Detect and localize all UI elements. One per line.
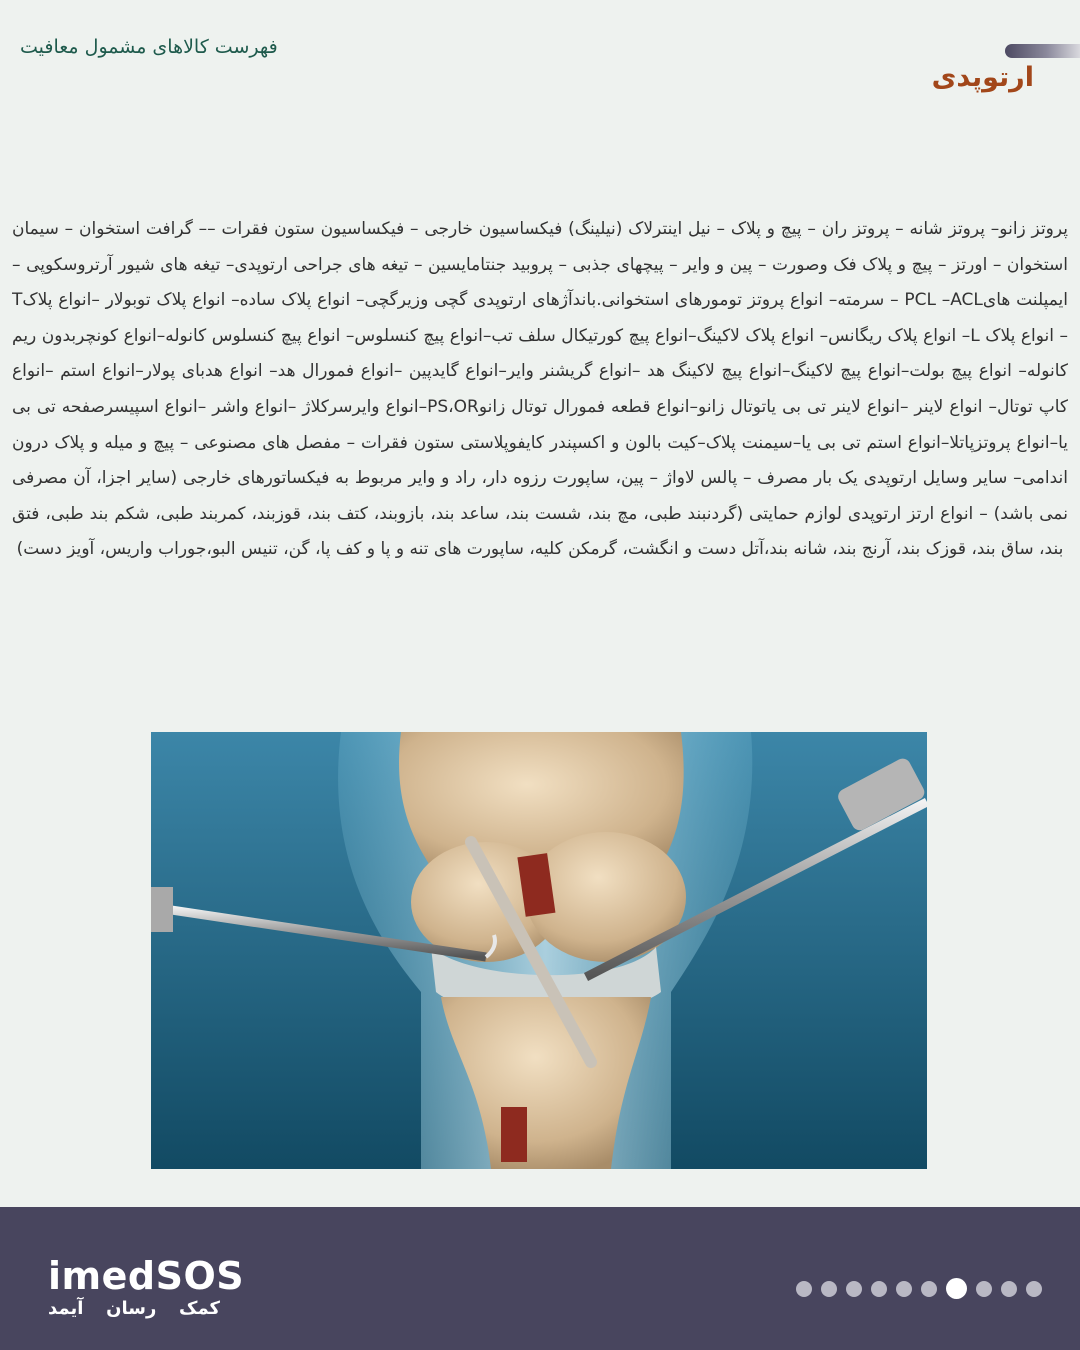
accent-bar	[1005, 44, 1080, 58]
pager-dot[interactable]	[821, 1281, 837, 1297]
pager-dot[interactable]	[921, 1281, 937, 1297]
product-list-text: پروتز زانو– پروتز شانه – پروتز ران – پیچ و پلاک – نیل اینترلاک (نیلینگ) فیکساسیون خارجی – فیکساسیون ستون فقرات –– گرافت استخوان – سیمان استخوان – اورتز – پیچ و پلاک فک وصورت – پین و وایر – پیچهای جذبی – پروبید جنتامایسین – تیغه های جراحی ارتوپدی– تیغه های شیور آرتروسکوپی – ایمپلنت هایPCL –ACL – سرمته– انواع پروتز تومورهای استخوانی.باندآژهای ارتوپدی گچی وزیرگچی– انواع پلاک ساده– انواع پلاک توبولار –انواع پلاکT – انواع پلاک L– انواع پلاک ریگانس– انواع پلاک لاکینگ–انواع پیچ کورتیکال سلف تب–انواع پیچ کنسلوس– انواع پیچ کنسلوس کانوله–انواع کونچربدون ریم کانوله– انواع پیچ بولت–انواع پیچ لاکینگ–انواع پیچ لاکینگ هد –انواع گریشنر وایر–انواع گایدپین –انواع فمورال هد– انواع هدبای پولار–انواع استم –انواع کاپ توتال– انواع لاینر –انواع لاینر تی بی یاتوتال زانو–انواع قطعه فمورال توتال زانوPS،OR–انواع وایرسرکلاژ –انواع واشر –انواع اسپیسرصفحه تی بی یا–انواع پروتزپاتلا–انواع استم تی بی یا–سیمنت پلاک–کیت بالون و اکسپندر کایفوپلاستی ستون فقرات – مفصل های مصنوعی – پیچ و میله و پلاک درون اندامی– سایر وسایل ارتوپدی یک بار مصرف – پالس لاواژ – پین، ساپورت رزوه دار، راد و وایر مربوط به فیکساتورهای خارجی (سایر اجزا، آن مصرفی نمی باشد) – انواع ارتز ارتوپدی لوازم حمایتی (گردنبند طبی، مچ بند، شست بند، ساعد بند، بازوبند، کتف بند، قوزبند، کمربند طبی، شکم بند طبی، فتق بند، ساق بند، قوزک بند، آرنج بند، شانه بند،آتل دست و انگشت، گرمکن کلیه، ساپورت های تنه و پا و کف پا، گن، تنیس البو،جوراب واریس، آویز دست)	[12, 219, 1068, 560]
pager-dot-active[interactable]	[946, 1278, 967, 1299]
slide-pager	[796, 1278, 1042, 1299]
pager-dot[interactable]	[976, 1281, 992, 1297]
pager-dot[interactable]	[896, 1281, 912, 1297]
pager-dot[interactable]	[846, 1281, 862, 1297]
brand-tagline: کمک رسان آیمد	[48, 1298, 220, 1319]
section-title: ارتوپدی	[931, 62, 1034, 93]
pager-dot[interactable]	[796, 1281, 812, 1297]
catalog-title: فهرست کالاهای مشمول معافیت	[20, 36, 278, 58]
pager-dot[interactable]	[1001, 1281, 1017, 1297]
knee-arthroscopy-image	[151, 732, 927, 1169]
brand-logo: imedSOS	[48, 1254, 245, 1298]
pager-dot[interactable]	[871, 1281, 887, 1297]
pager-dot[interactable]	[1026, 1281, 1042, 1297]
